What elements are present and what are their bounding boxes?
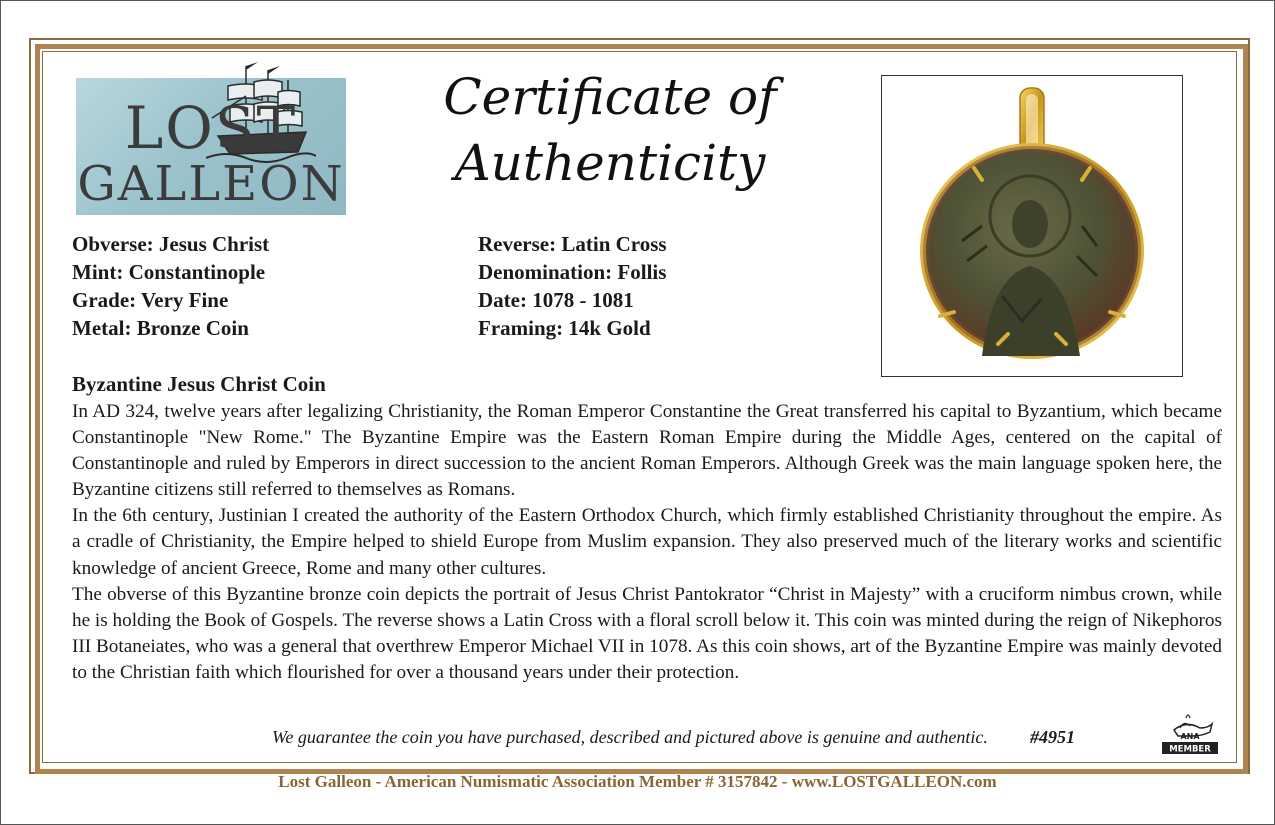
attr-metal: Metal: Bronze Coin <box>72 316 249 340</box>
footer-contact: Lost Galleon - American Numismatic Association Member # 3157842 - www.LOSTGALLEON.com <box>278 772 997 791</box>
logo-line1: LOST <box>124 94 298 162</box>
ana-badge-top: ANA <box>1180 732 1200 741</box>
description-paragraph: In AD 324, twelve years after legalizing Christianity, the Roman Emperor Constantine the Great transferred his capital to Byzantium, which became Constantinople "New Rome." The Byzantine Empire was the Eastern Roman Empire during the Middle Ages, centered on the capital of Constantinople and ruled by Emperors in direct succession to the ancient Roman Emperors. Although Greek was the main language spoken here, the Byzantine citizens still referred to themselves as Romans. <box>72 401 1222 501</box>
attributes-right <box>478 230 667 342</box>
attr-denomination: Denomination: Follis <box>478 260 667 284</box>
logo-line2: GALLEON <box>77 156 345 212</box>
ana-badge-bottom: MEMBER <box>1169 744 1211 755</box>
attributes-left <box>72 230 269 342</box>
description-paragraph: In the 6th century, Justinian I created the authority of the Eastern Orthodox Church, which firmly established Christianity throughout the empire. As a cradle of Christianity, the Empire helped to shield Europe from Muslim expansion. They also preserved much of the literary works and scientific knowledge of ancient Greece, Rome and many other cultures. <box>72 505 1222 579</box>
lost-galleon-logo <box>76 78 346 215</box>
coin-pendant-illustration <box>882 76 1182 376</box>
certificate-number: #4951 <box>1030 727 1075 747</box>
attr-framing: Framing: 14k Gold <box>478 316 651 340</box>
title-line2: Authenticity <box>454 134 766 192</box>
attr-date: Date: 1078 - 1081 <box>478 288 634 312</box>
description-body <box>72 399 1222 686</box>
ana-member-badge <box>1156 706 1222 763</box>
coin-image <box>881 75 1183 377</box>
description-paragraph: The obverse of this Byzantine bronze coin depicts the portrait of Jesus Christ Pantokrator “Christ in Majesty” with a cruciform nimbus crown, while he is holding the Book of Gospels. The reverse shows a Latin Cross with a floral scroll below it. This coin was minted during the reign of Nikephoros III Botaneiates, who was a general that overthrew Emperor Michael VII in 1078. As this coin shows, art of the Byzantine Empire was mainly devoted to the Christian faith which flourished for over a thousand years under their protection. <box>72 583 1222 683</box>
attr-grade: Grade: Very Fine <box>72 288 229 312</box>
guarantee-statement: We guarantee the coin you have purchased, described and pictured above is genuine and authentic. <box>272 727 988 747</box>
certificate-title <box>430 64 790 196</box>
attr-reverse: Reverse: Latin Cross <box>478 232 667 256</box>
attr-obverse: Obverse: Jesus Christ <box>72 232 270 256</box>
title-line1: Certificate of <box>443 68 777 126</box>
attr-mint: Mint: Constantinople <box>72 260 266 284</box>
description-title: Byzantine Jesus Christ Coin <box>72 372 326 396</box>
